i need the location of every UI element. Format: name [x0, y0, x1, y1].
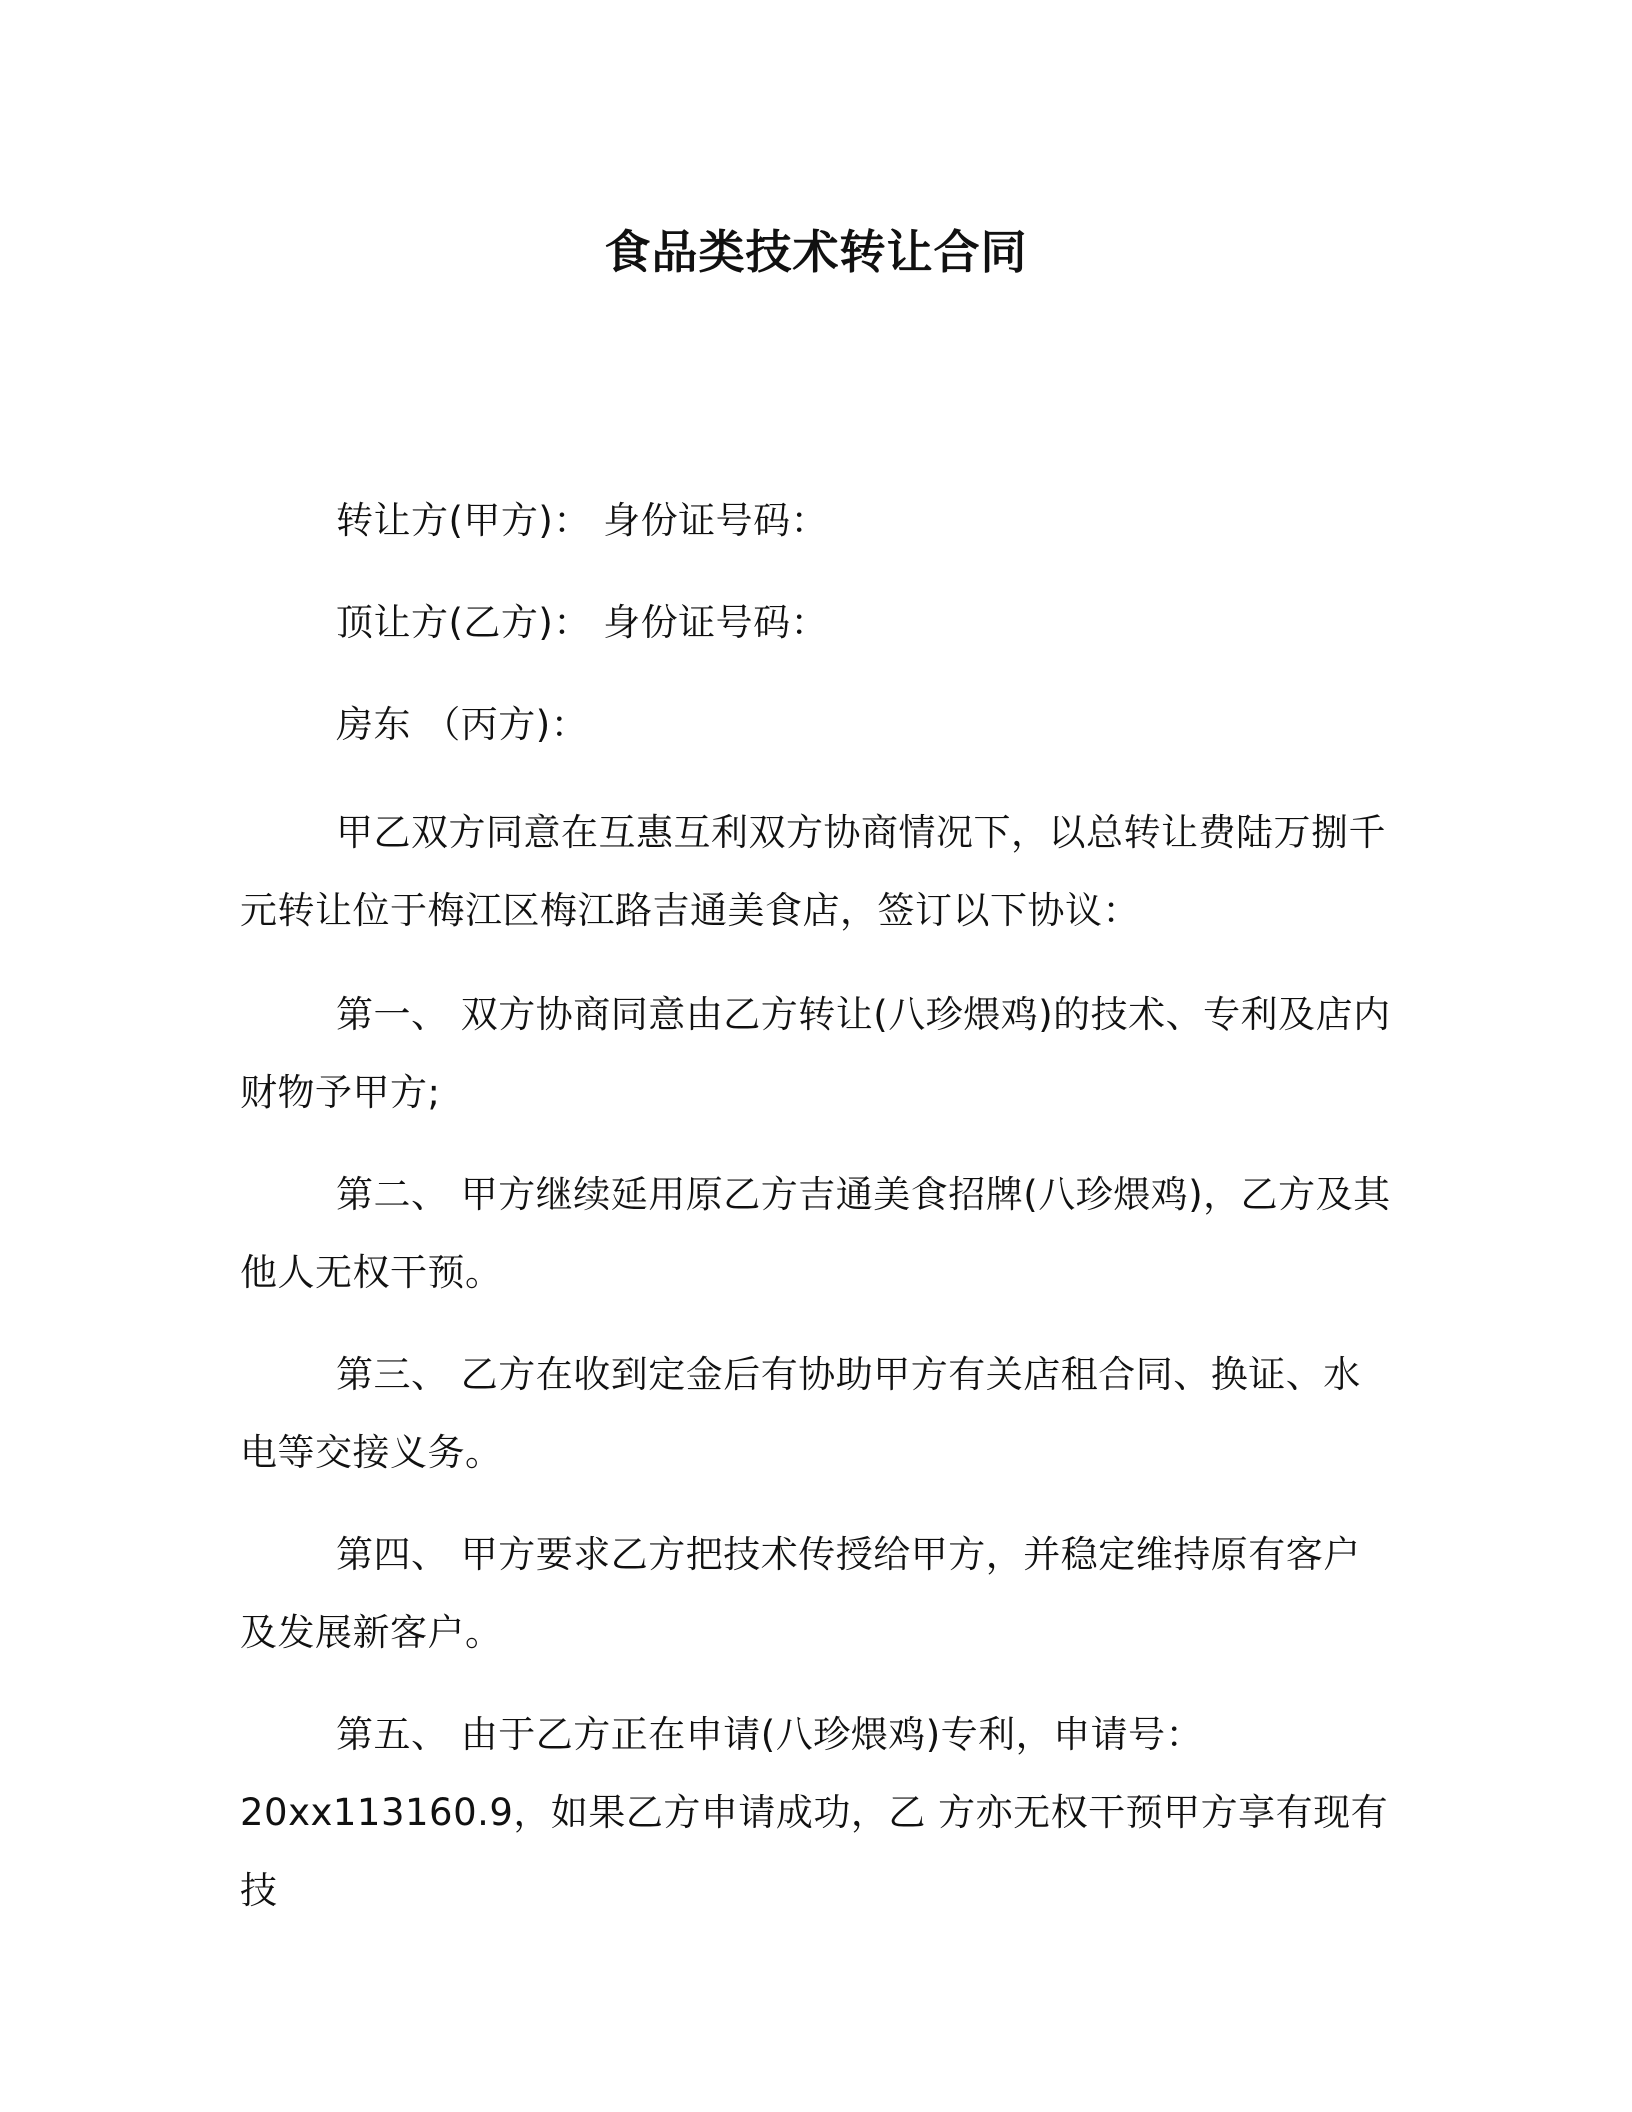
document-title: 食品类技术转让合同 — [604, 225, 1028, 279]
clause-3-paragraph: 第三、 乙方在收到定金后有协助甲方有关店租合同、换证、水电等交接义务。 — [240, 1353, 1361, 1474]
clause-2-paragraph: 第二、 甲方继续延用原乙方吉通美食招牌(八珍煨鸡)，乙方及其他人无权干预。 — [240, 1173, 1391, 1294]
landlord-line: 房东 （丙方)： — [336, 703, 589, 746]
party-b-line: 顶让方(乙方)： 身份证号码： — [336, 601, 829, 644]
clause-1-paragraph: 第一、 双方协商同意由乙方转让(八珍煨鸡)的技术、专利及店内财物予甲方; — [240, 993, 1391, 1114]
party-a-line: 转让方(甲方)： 身份证号码： — [336, 499, 829, 542]
preamble-paragraph: 甲乙双方同意在互惠互利双方协商情况下，以总转让费陆万捌千元转让位于梅江区梅江路吉通美食店，签订以下协议： — [240, 811, 1386, 932]
clause-4-paragraph: 第四、 甲方要求乙方把技术传授给甲方，并稳定维持原有客户及发展新客户。 — [240, 1533, 1361, 1654]
clause-5-paragraph: 第五、 由于乙方正在申请(八珍煨鸡)专利，申请号：20xx113160.9，如果乙方申请成功，乙 方亦无权干预甲方享有现有技 — [240, 1713, 1389, 1912]
